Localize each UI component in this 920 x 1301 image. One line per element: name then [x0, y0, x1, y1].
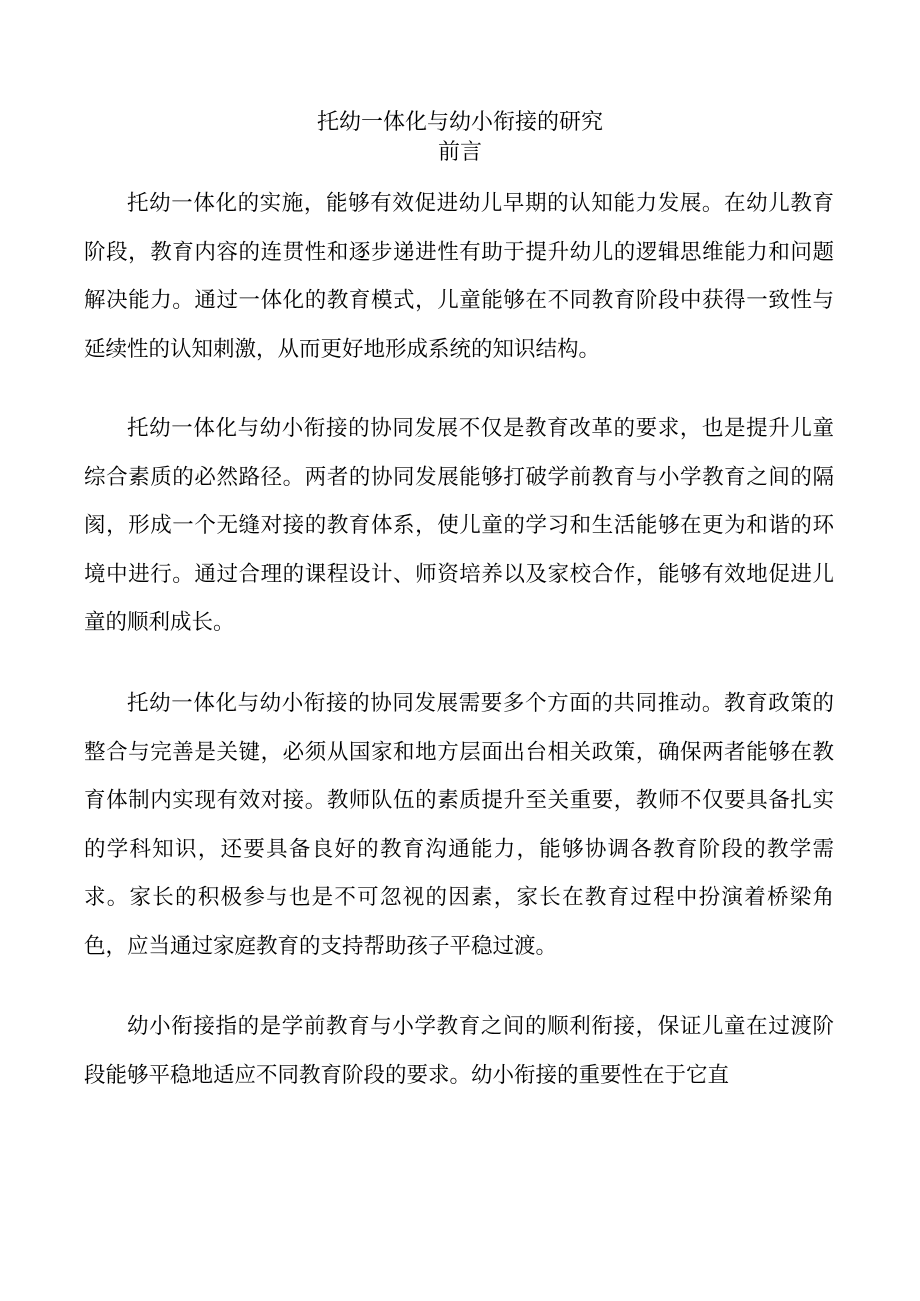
body-paragraph: 幼小衔接指的是学前教育与小学教育之间的顺利衔接，保证儿童在过渡阶段能够平稳地适应不同教育阶段的要求。幼小衔接的重要性在于它直: [84, 1014, 834, 1088]
document-title: 托幼一体化与幼小衔接的研究: [316, 110, 603, 135]
body-paragraph: 托幼一体化与幼小衔接的协同发展需要多个方面的共同推动。教育政策的整合与完善是关键，必须从国家和地方层面出台相关政策，确保两者能够在教育体制内实现有效对接。教师队伍的素质提升至关重要，教师不仅要具备扎实的学科知识，还要具备良好的教育沟通能力，能够协调各教育阶段的教学需求。家长的积极参与也是不可忽视的因素，家长在教育过程中扮演着桥梁角色，应当通过家庭教育的支持帮助孩子平稳过渡。: [84, 691, 834, 959]
body-paragraph: 托幼一体化的实施，能够有效促进幼儿早期的认知能力发展。在幼儿教育阶段，教育内容的连贯性和逐步递进性有助于提升幼儿的逻辑思维能力和问题解决能力。通过一体化的教育模式，儿童能够在不同教育阶段中获得一致性与延续性的认知刺激，从而更好地形成系统的知识结构。: [84, 191, 834, 362]
section-heading: 前言: [437, 140, 482, 165]
body-paragraph: 托幼一体化与幼小衔接的协同发展不仅是教育改革的要求，也是提升儿童综合素质的必然路径。两者的协同发展能够打破学前教育与小学教育之间的隔阂，形成一个无缝对接的教育体系，使儿童的学习和生活能够在更为和谐的环境中进行。通过合理的课程设计、师资培养以及家校合作，能够有效地促进儿童的顺利成长。: [84, 416, 834, 635]
